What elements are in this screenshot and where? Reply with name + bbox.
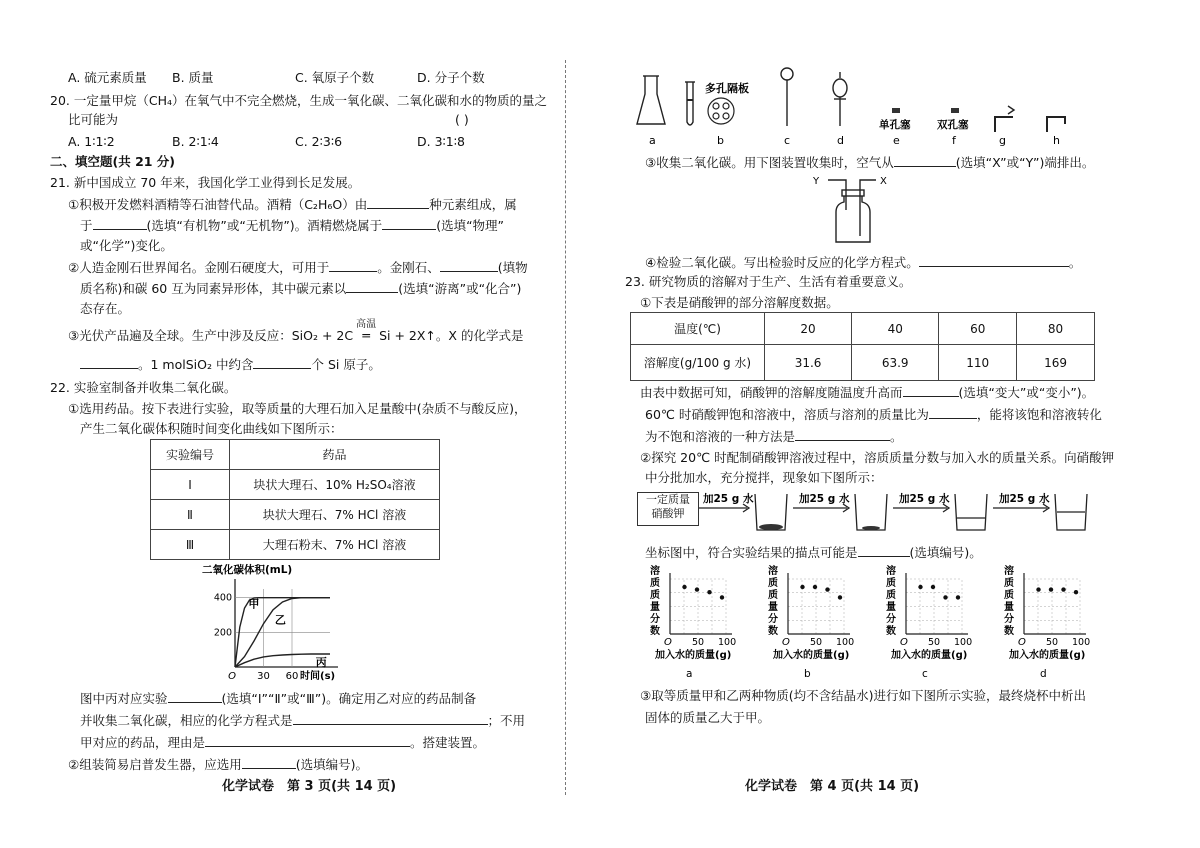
q21-p2-line1: ②人造金刚石世界闻名。金刚石硬度大，可用于 。金刚石、 (填物 — [68, 260, 528, 275]
q22-line1: 22. 实验室制备并收集二氧化碳。 — [50, 380, 237, 395]
table-row: Ⅰ 块状大理石、10% H₂SO₄溶液 — [151, 470, 440, 500]
graph-ylabel-char: 质 — [650, 578, 660, 589]
x-tick-label: O — [782, 637, 790, 648]
double-hole-stopper-label: 双孔塞 — [937, 119, 969, 131]
q19-option-d: D. 分子个数 — [417, 70, 485, 85]
reaction-condition: 高温 — [356, 319, 377, 330]
q22-p2-line2: 并收集二氧化碳，相应的化学方程式是 ；不用 — [80, 713, 526, 728]
apparatus-label: h — [1053, 134, 1060, 147]
apparatus-row — [635, 62, 1105, 150]
series-label: 丙 — [315, 656, 327, 669]
x-tick-label: 50 — [928, 637, 941, 648]
q21-p2-line3: 态存在。 — [80, 301, 131, 316]
apparatus-label: d — [837, 134, 844, 147]
q20-line1: 20. 一定量甲烷（CH₄）在氧气中不完全燃烧，生成一氧化碳、二氧化碳和水的物质的量之 — [50, 93, 547, 108]
chart-xlabel: 时间(s) — [300, 671, 336, 682]
test-tube-icon — [685, 82, 695, 125]
graph-xlabel: 加入水的质量(g) — [891, 650, 968, 661]
equation-right: Si + 2X↑ — [379, 328, 436, 343]
flow-add-label: 加25 g 水 — [703, 493, 754, 505]
x-tick-label: 100 — [718, 637, 737, 648]
page-divider — [565, 60, 566, 795]
graph-ylabel-char: 溶 — [1004, 566, 1014, 577]
left-page — [0, 0, 580, 848]
data-point — [1049, 587, 1053, 591]
dot-graph-b — [768, 564, 854, 680]
dissolution-flow — [697, 488, 1107, 536]
experiment-table — [150, 439, 440, 560]
flow-add-label: 加25 g 水 — [999, 493, 1050, 505]
graph-ylabel-char: 溶 — [650, 566, 660, 577]
graph-ylabel-char: 质 — [886, 590, 896, 601]
q23-p3-line1: ③取等质量甲和乙两种物质(均不含结晶水)进行如下图所示实验，最终烧杯中析出 — [640, 688, 1086, 703]
data-point — [695, 587, 699, 591]
q21-p1-line3: 或“化学”)变化。 — [80, 238, 173, 253]
graph-ylabel-char: 量 — [650, 602, 660, 613]
q22-p1-line1: ①选用药品。按下表进行实验，取等质量的大理石加入足量酸中(杂质不与酸反应)， — [68, 401, 527, 416]
flow-start-box: 一定质量 硝酸钾 — [637, 492, 699, 526]
data-point — [800, 585, 804, 589]
graph-ylabel-char: 质 — [768, 590, 778, 601]
dot-graph-d — [1004, 564, 1090, 680]
q19-option-c: C. 氧原子个数 — [295, 70, 375, 85]
graph-ylabel-char: 分 — [650, 614, 660, 625]
q22-p2-line1: 图中丙对应实验 (选填“Ⅰ”“Ⅱ”或“Ⅲ”)。确定用乙对应的药品制备 — [80, 691, 477, 706]
series-label: 乙 — [274, 613, 286, 627]
graph-name: c — [922, 668, 928, 680]
apparatus-label: c — [784, 134, 791, 147]
data-point — [1061, 587, 1065, 591]
q20-answer-paren: ( ) — [455, 112, 469, 127]
graph-ylabel-char: 量 — [1004, 602, 1014, 613]
graph-xlabel: 加入水的质量(g) — [655, 650, 732, 661]
q22-p2-line3: 甲对应的药品，理由是 。搭建装置。 — [80, 735, 486, 750]
apparatus-label: a — [649, 134, 656, 147]
graph-ylabel-char: 数 — [1004, 626, 1014, 637]
graph-name: a — [686, 668, 693, 680]
graph-ylabel-char: 质 — [1004, 578, 1014, 589]
port-x-label: X — [880, 176, 887, 187]
porous-plate-icon — [708, 98, 734, 124]
data-point — [918, 585, 922, 589]
q22-p1-line2: 产生二氧化碳体积随时间变化曲线如下图所示： — [80, 421, 343, 436]
x-tick-label: 50 — [692, 637, 705, 648]
q23-p1: ①下表是硝酸钾的部分溶解度数据。 — [640, 295, 839, 310]
q21-p2-line2: 质名称)和碳 60 互为同素异形体，其中碳元素以 (选填“游离”或“化合”) — [80, 281, 522, 296]
q22-p3-collect: ③收集二氧化碳。用下图装置收集时，空气从 (选填“X”或“Y”)端排出。 — [645, 155, 1095, 170]
x-tick-label: 50 — [1046, 637, 1059, 648]
graph-ylabel-char: 溶 — [768, 566, 778, 577]
x-tick-label: 50 — [810, 637, 823, 648]
data-point — [813, 585, 817, 589]
x-tick-label: O — [228, 671, 236, 682]
x-tick-label: 30 — [257, 671, 270, 682]
q20-option-b: B. 2∶1∶4 — [172, 134, 219, 149]
q22-p4: ④检验二氧化碳。写出检验时反应的化学方程式。 。 — [645, 255, 1082, 270]
data-point — [707, 590, 711, 594]
graph-ylabel-char: 数 — [650, 626, 660, 637]
x-tick-label: O — [1018, 637, 1026, 648]
q23-line1: 23. 研究物质的溶解对于生产、生活有着重要意义。 — [625, 274, 912, 289]
apparatus-label: b — [717, 134, 724, 147]
q20-option-a: A. 1∶1∶2 — [68, 134, 115, 149]
data-point — [682, 585, 686, 589]
flow-add-label: 加25 g 水 — [899, 493, 950, 505]
data-point — [931, 585, 935, 589]
table-row: 温度(℃) 20 40 60 80 — [631, 313, 1095, 345]
single-hole-stopper-label: 单孔塞 — [879, 119, 911, 131]
q23-p1-line4: 为不饱和溶液的一种方法是 。 — [645, 429, 903, 444]
q21-p3-line1: ③光伏产品遍及全球。生产中涉及反应：SiO₂ + 2C 高温 ═ Si + 2X↑。X 的化学式是 — [68, 319, 524, 343]
apparatus-label: g — [999, 134, 1006, 147]
graph-ylabel-char: 数 — [768, 626, 778, 637]
bottle-icon — [828, 180, 876, 242]
q23-p3-line2: 固体的质量乙大于甲。 — [645, 710, 771, 725]
separatory-funnel-icon — [833, 72, 847, 126]
graph-ylabel-char: 分 — [886, 614, 896, 625]
data-point — [1036, 587, 1040, 591]
dot-graph-c — [886, 564, 972, 680]
dot-graphs — [640, 562, 1100, 682]
chart-ylabel: 二氧化碳体积(mL) — [202, 564, 293, 576]
q21-p1-line1: ①积极开发燃料酒精等石油替代品。酒精（C₂H₆O）由 种元素组成，属 — [68, 197, 517, 212]
double-hole-stopper-icon — [951, 108, 959, 113]
gas-collection-bottle — [810, 170, 900, 246]
q23-p2-line2: 中分批加水，充分搅拌，现象如下图所示： — [645, 470, 883, 485]
graph-ylabel-char: 溶 — [886, 566, 896, 577]
q20-line2: 比可能为 — [68, 112, 119, 127]
graph-ylabel-char: 量 — [768, 602, 778, 613]
data-point — [825, 587, 829, 591]
graph-name: b — [804, 668, 811, 680]
conical-flask-icon — [637, 76, 665, 124]
y-tick-label: 400 — [213, 592, 232, 604]
q22-p3: ②组装简易启普发生器，应选用 (选填编号)。 — [68, 757, 368, 772]
co2-volume-chart — [200, 562, 345, 684]
graph-name: d — [1040, 668, 1047, 680]
graph-ylabel-char: 分 — [768, 614, 778, 625]
porous-plate-label: 多孔隔板 — [705, 82, 749, 95]
apparatus-label: f — [952, 134, 956, 147]
graph-ylabel-char: 分 — [1004, 614, 1014, 625]
table-row: Ⅱ 块状大理石、7% HCl 溶液 — [151, 500, 440, 530]
graph-ylabel-char: 质 — [1004, 590, 1014, 601]
flow-add-label: 加25 g 水 — [799, 493, 850, 505]
graph-ylabel-char: 质 — [886, 578, 896, 589]
right-footer: 化学试卷 第 4 页(共 14 页) — [745, 779, 920, 794]
graph-ylabel-char: 量 — [886, 602, 896, 613]
table-row: Ⅲ 大理石粉末、7% HCl 溶液 — [151, 530, 440, 560]
q21-p1-line2: 于 (选填“有机物”或“无机物”)。酒精燃烧属于 (选填“物理” — [80, 218, 505, 233]
x-tick-label: O — [664, 637, 672, 648]
port-y-label: Y — [813, 176, 820, 187]
y-tick-label: 200 — [213, 627, 232, 639]
equation-left: SiO₂ + 2C — [291, 328, 354, 343]
single-hole-stopper-icon — [892, 108, 900, 113]
left-footer: 化学试卷 第 3 页(共 14 页) — [222, 779, 397, 794]
x-tick-label: 100 — [836, 637, 855, 648]
q20-option-d: D. 3∶1∶8 — [417, 134, 465, 149]
bent-tube-clamp-icon — [995, 106, 1014, 132]
q21-line1: 21. 新中国成立 70 年来，我国化学工业得到长足发展。 — [50, 175, 361, 190]
table-header: 实验编号 — [151, 440, 230, 470]
right-page — [585, 0, 1200, 848]
graph-xlabel: 加入水的质量(g) — [773, 650, 850, 661]
x-tick-label: O — [900, 637, 908, 648]
data-point — [720, 595, 724, 599]
q23-p2-line1: ②探究 20℃ 时配制硝酸钾溶液过程中，溶质质量分数与加入水的质量关系。向硝酸钾 — [640, 450, 1115, 465]
x-tick-label: 100 — [954, 637, 973, 648]
series-label: 甲 — [248, 597, 260, 611]
x-tick-label: 60 — [285, 671, 299, 682]
data-point — [838, 595, 842, 599]
section-title: 二、填空题(共 21 分) — [50, 154, 176, 169]
apparatus-label: e — [893, 134, 900, 147]
beaker-icon — [955, 494, 987, 530]
data-point — [956, 595, 960, 599]
data-point — [1074, 590, 1078, 594]
solubility-table — [630, 312, 1095, 381]
bent-glass-tube-icon — [1047, 117, 1065, 132]
graph-ylabel-char: 质 — [650, 590, 660, 601]
q21-p3-line2: 。1 molSiO₂ 中约含 个 Si 原子。 — [80, 356, 381, 373]
long-funnel-icon — [781, 68, 793, 126]
graph-ylabel-char: 质 — [768, 578, 778, 589]
table-header: 药品 — [230, 440, 440, 470]
data-point — [943, 595, 947, 599]
q23-p1-line2: 由表中数据可知，硝酸钾的溶解度随温度升高而 (选填“变大”或“变小”)。 — [640, 385, 1095, 400]
dot-graph-a — [650, 564, 736, 680]
beaker-icon — [855, 494, 887, 530]
table-row: 溶解度(g/100 g 水) 31.6 63.9 110 169 — [631, 345, 1095, 381]
q23-p1-line3: 60℃ 时硝酸钾饱和溶液中，溶质与溶剂的质量比为 ，能将该饱和溶液转化 — [645, 407, 1102, 422]
q19-option-b: B. 质量 — [172, 70, 214, 85]
graph-xlabel: 加入水的质量(g) — [1009, 650, 1086, 661]
x-tick-label: 100 — [1072, 637, 1091, 648]
q23-p2-line3: 坐标图中，符合实验结果的描点可能是 (选填编号)。 — [645, 545, 982, 560]
q20-option-c: C. 2∶3∶6 — [295, 134, 343, 149]
graph-ylabel-char: 数 — [886, 626, 896, 637]
q19-option-a: A. 硫元素质量 — [68, 70, 147, 85]
